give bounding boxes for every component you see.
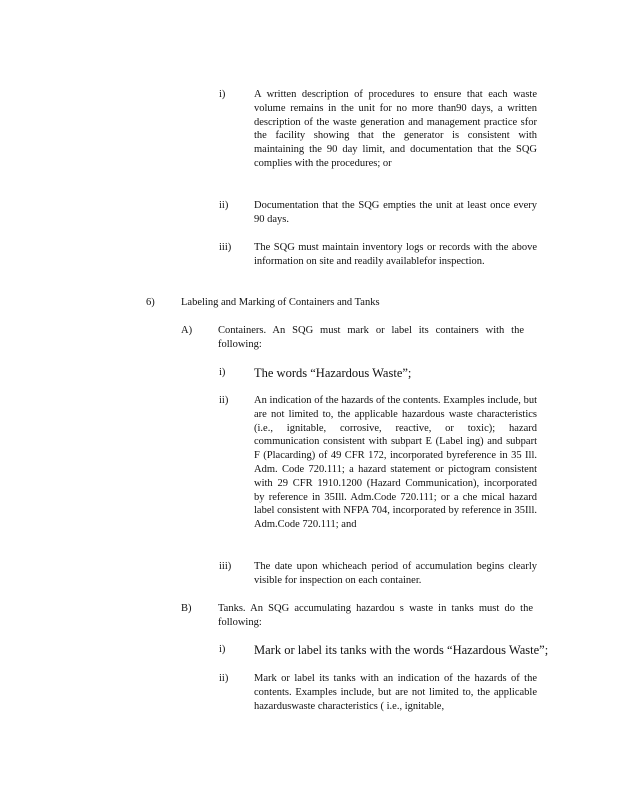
section-marker: 6) — [146, 297, 155, 308]
item-marker: iii) — [219, 561, 232, 572]
item-text: Mark or label its tanks with an indication of the hazards of the contents. Examples include, but are not limited to, the applicable hazarduswaste characteristics ( i.e., ignitable, — [254, 673, 537, 712]
subsection-marker: B) — [181, 603, 192, 614]
item-text: A written description of procedures to ensure that each waste volume remains in the unit for no more than90 days, a written description of the waste generation and management practice sfor the facility showing that the generator is consistent with maintaining the 90 day limit, and documentation that the SQG complies with the procedures; or — [254, 89, 537, 169]
item-marker: i) — [219, 367, 226, 378]
item-text: The date upon whicheach period of accumulation begins clearly visible for inspection on each container. — [254, 561, 537, 586]
item-marker: i) — [219, 89, 226, 100]
section-title: Labeling and Marking of Containers and Tanks — [181, 297, 380, 308]
item-text: The words “Hazardous Waste”; — [254, 366, 412, 380]
item-text: Mark or label its tanks with the words “Hazardous Waste”; — [254, 643, 549, 657]
item-text: An indication of the hazards of the contents. Examples include, but are not limited to, the applicable hazardous waste characteristics (i.e., ignitable, corrosive, reactive, or toxic); hazard communication consistent with subpart E (Label ing) and subpart F (Placarding) of 49 CFR 172, incorporated byreference in 35 Ill. Adm. Code 720.111; a hazard statement or pictogram consistent with 29 CFR 1910.1200 (Hazard Communication), incorporated by reference in 35Ill. Adm.Code 720.111; or a che mical hazard label consistent with NFPA 704, incorporated by reference in 35Ill. Adm.Code 720.111; and — [254, 395, 537, 531]
item-text: The SQG must maintain inventory logs or records with the above information on site and readily availablefor inspection. — [254, 242, 537, 267]
item-marker: iii) — [219, 242, 232, 253]
item-marker: ii) — [219, 200, 229, 211]
item-marker: ii) — [219, 673, 229, 684]
item-text: Documentation that the SQG empties the unit at least once every 90 days. — [254, 200, 537, 225]
subsection-text: Tanks. An SQG accumulating hazardou s waste in tanks must do the following: — [218, 603, 533, 628]
subsection-marker: A) — [181, 325, 193, 336]
item-marker: i) — [219, 644, 226, 655]
item-marker: ii) — [219, 395, 229, 406]
subsection-text: Containers. An SQG must mark or label its containers with the following: — [218, 325, 524, 350]
